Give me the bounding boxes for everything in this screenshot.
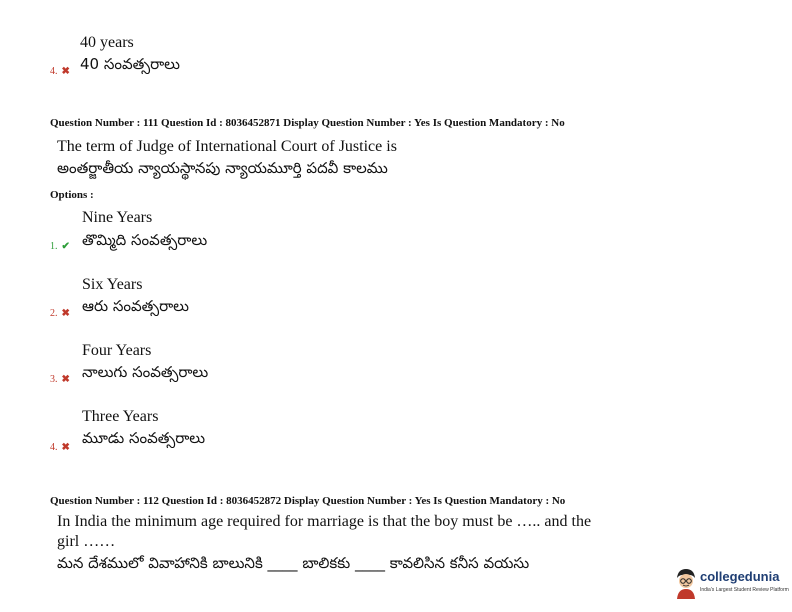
question-112-telugu: మన దేశములో వివాహానికి బాలునికి ____ బాలికకు ____ కావలిసిన కనీస వయసు	[57, 554, 530, 572]
option-4-telugu: 40 సంవత్సరాలు	[80, 55, 180, 73]
question-111-meta: Question Number : 111 Question Id : 8036452871 Display Question Number : Yes Is Question Mandatory : No	[50, 117, 565, 129]
q111-option-3-telugu: నాలుగు సంవత్సరాలు	[82, 363, 209, 381]
question-112-meta: Question Number : 112 Question Id : 8036452872 Display Question Number : Yes Is Question Mandatory : No	[50, 495, 566, 507]
check-icon: ✔	[61, 241, 70, 252]
option-number-label: 1.	[50, 241, 58, 252]
option-4-number	[50, 66, 70, 78]
q111-option-2-number	[50, 308, 70, 320]
options-label: Options :	[50, 189, 94, 201]
option-number-label: 3.	[50, 374, 58, 385]
q111-option-1-number	[50, 241, 70, 253]
brand-tagline: India's Largest Student Review Platform	[700, 587, 789, 593]
q111-option-1-telugu: తొమ్మిది సంవత్సరాలు	[82, 231, 208, 249]
q111-option-3-english: Four Years	[82, 342, 152, 359]
q111-option-4-telugu: మూడు సంవత్సరాలు	[82, 429, 206, 447]
option-number-label: 4.	[50, 442, 58, 453]
q111-option-1-english: Nine Years	[82, 209, 153, 226]
brand-name: collegedunia	[700, 569, 780, 584]
cross-icon: ✖	[61, 374, 70, 385]
cross-icon: ✖	[61, 442, 70, 453]
q111-option-3-number	[50, 374, 70, 386]
question-112-english-line1: In India the minimum age required for marriage is that the boy must be ….. and the	[57, 513, 592, 530]
q111-option-4-english: Three Years	[82, 408, 159, 425]
collegedunia-watermark	[672, 566, 790, 602]
q111-option-4-number	[50, 442, 70, 454]
option-number-label: 4.	[50, 66, 58, 77]
cross-icon: ✖	[61, 66, 70, 77]
option-4-english: 40 years	[80, 34, 134, 51]
question-112-english-line2: girl ……	[57, 533, 116, 550]
q111-option-2-telugu: ఆరు సంవత్సరాలు	[82, 297, 189, 315]
question-111-english: The term of Judge of International Court of Justice is	[57, 138, 397, 155]
question-111-telugu: అంతర్జాతీయ న్యాయస్థానపు న్యాయమూర్తి పదవీ కాలము	[57, 159, 388, 177]
option-number-label: 2.	[50, 308, 58, 319]
student-avatar-icon	[672, 566, 700, 600]
q111-option-2-english: Six Years	[82, 276, 143, 293]
cross-icon: ✖	[61, 308, 70, 319]
